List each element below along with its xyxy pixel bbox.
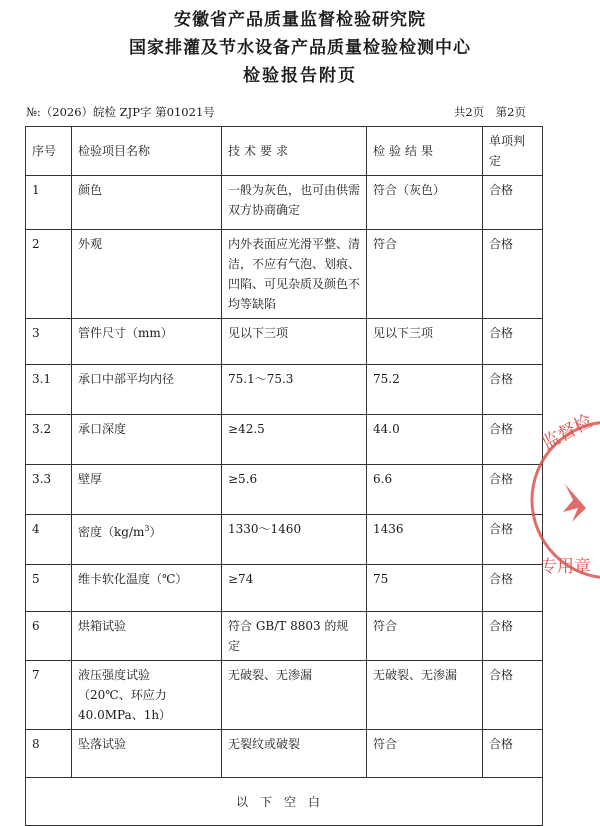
cell-item: 承口中部平均内径 [72, 365, 222, 415]
cell-verdict: 合格 [483, 730, 543, 778]
cell-requirement: 符合 GB/T 8803 的规定 [222, 612, 367, 661]
cell-item: 外观 [72, 230, 222, 319]
org-title: 安徽省产品质量监督检验研究院 [174, 10, 426, 30]
table-header-row [26, 127, 543, 176]
cell-item: 烘箱试验 [72, 612, 222, 661]
page-count: 共2页 第2页 [453, 105, 526, 119]
report-header [0, 6, 600, 90]
cell-result: 75 [367, 565, 483, 612]
header-seq: 序号 [26, 127, 72, 176]
cell-verdict: 合格 [483, 565, 543, 612]
cell-result: 符合（灰色） [367, 176, 483, 230]
seal-star [563, 484, 586, 522]
cell-verdict: 合格 [483, 415, 543, 465]
cell-item [72, 661, 222, 730]
table-row [26, 230, 543, 319]
cell-result: 见以下三项 [367, 319, 483, 365]
inspection-table [25, 126, 543, 826]
cell-item [72, 515, 222, 565]
doc-title: 检验报告附页 [243, 66, 357, 86]
item-text-end: ） [149, 525, 162, 539]
cell-seq: 7 [26, 661, 72, 730]
cell-result: 44.0 [367, 415, 483, 465]
cell-item: 壁厚 [72, 465, 222, 515]
cell-seq: 2 [26, 230, 72, 319]
seal-text-bottom: 专用章 [540, 557, 591, 577]
cell-item: 颜色 [72, 176, 222, 230]
header-verdict: 单项判定 [483, 127, 543, 176]
cell-item: 维卡软化温度（℃） [72, 565, 222, 612]
table-row [26, 319, 543, 365]
cell-requirement: 一般为灰色，也可由供需双方协商确定 [222, 176, 367, 230]
cell-seq: 6 [26, 612, 72, 661]
table-row [26, 515, 543, 565]
table-row [26, 661, 543, 730]
cell-verdict: 合格 [483, 176, 543, 230]
cell-result: 1436 [367, 515, 483, 565]
cell-requirement: ≥5.6 [222, 465, 367, 515]
report-number: №:（2026）皖检 ZJP字 第01021号 [26, 105, 215, 119]
center-title: 国家排灌及节水设备产品质量检验检测中心 [129, 38, 471, 58]
cell-verdict: 合格 [483, 365, 543, 415]
cell-item: 坠落试验 [72, 730, 222, 778]
cell-result: 无破裂、无渗漏 [367, 661, 483, 730]
item-condition: （20℃、环应力 40.0MPa、1h） [78, 688, 172, 722]
cell-result: 符合 [367, 612, 483, 661]
cell-result: 符合 [367, 230, 483, 319]
cell-seq: 3 [26, 319, 72, 365]
table-row [26, 465, 543, 515]
cell-requirement: 无裂纹或破裂 [222, 730, 367, 778]
cell-result: 6.6 [367, 465, 483, 515]
cell-item: 管件尺寸（mm） [72, 319, 222, 365]
cell-seq: 1 [26, 176, 72, 230]
cell-result: 75.2 [367, 365, 483, 415]
superscript: 3 [144, 524, 150, 533]
cell-requirement: 内外表面应光滑平整、清洁，不应有气泡、划痕、凹陷、可见杂质及颜色不均等缺陷 [222, 230, 367, 319]
cell-seq: 8 [26, 730, 72, 778]
header-item: 检验项目名称 [72, 127, 222, 176]
seal-text-top: 监督检 [538, 410, 597, 455]
table-blank-row [26, 778, 543, 826]
cell-verdict: 合格 [483, 612, 543, 661]
cell-requirement: 见以下三项 [222, 319, 367, 365]
cell-verdict: 合格 [483, 661, 543, 730]
cell-verdict: 合格 [483, 515, 543, 565]
cell-seq: 4 [26, 515, 72, 565]
cell-seq: 3.3 [26, 465, 72, 515]
cell-seq: 3.2 [26, 415, 72, 465]
table-row [26, 730, 543, 778]
cell-requirement: 1330～1460 [222, 515, 367, 565]
header-result: 检验结果 [367, 127, 483, 176]
table-row [26, 176, 543, 230]
cell-verdict: 合格 [483, 465, 543, 515]
cell-requirement: 无破裂、无渗漏 [222, 661, 367, 730]
cell-verdict: 合格 [483, 319, 543, 365]
table-row [26, 365, 543, 415]
table-row [26, 415, 543, 465]
cell-result: 符合 [367, 730, 483, 778]
item-text: 密度（kg/m [78, 525, 145, 539]
cell-item: 承口深度 [72, 415, 222, 465]
header-requirement: 技术要求 [222, 127, 367, 176]
cell-seq: 5 [26, 565, 72, 612]
cell-seq: 3.1 [26, 365, 72, 415]
cell-verdict: 合格 [483, 230, 543, 319]
item-text: 液压强度试验 [78, 668, 151, 682]
blank-note: 以下空白 [26, 778, 543, 826]
cell-requirement: 75.1～75.3 [222, 365, 367, 415]
cell-requirement: ≥74 [222, 565, 367, 612]
table-row [26, 565, 543, 612]
cell-requirement: ≥42.5 [222, 415, 367, 465]
table-row [26, 612, 543, 661]
